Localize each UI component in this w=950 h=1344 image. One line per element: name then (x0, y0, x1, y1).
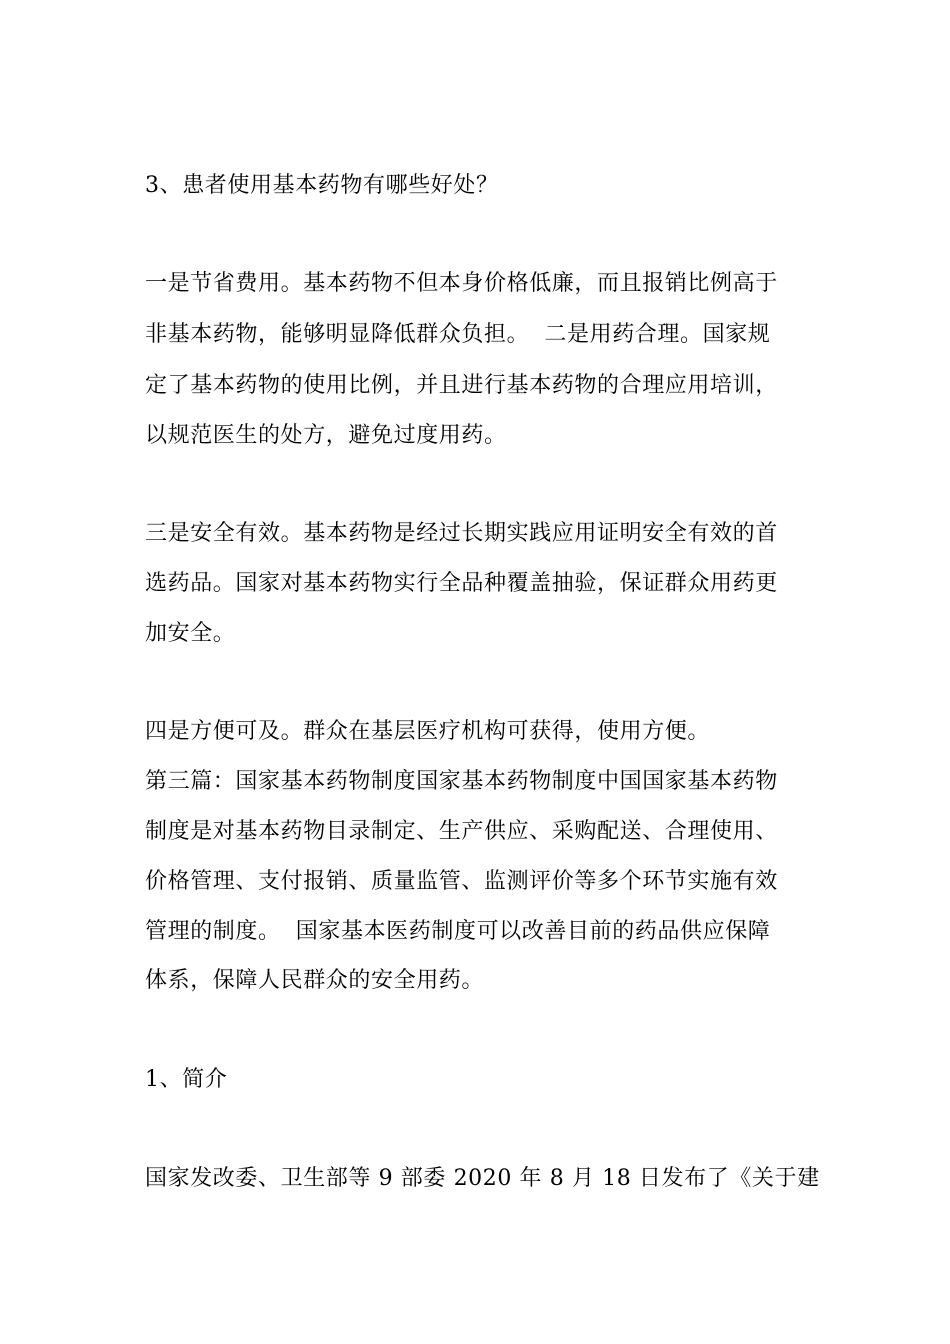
question-heading: 3、患者使用基本药物有哪些好处？ (145, 173, 499, 198)
paragraph-line: 制度是对基本药物目录制定、生产供应、采购配送、合理使用、 (145, 819, 778, 844)
paragraph-line: 选药品。国家对基本药物实行全品种覆盖抽验，保证群众用药更 (145, 571, 778, 596)
paragraph-line: 以规范医生的处方，避免过度用药。 (145, 423, 507, 448)
paragraph-line: 加安全。 (145, 621, 236, 646)
section-heading: 1、简介 (145, 1067, 228, 1092)
paragraph-line: 第三篇：国家基本药物制度国家基本药物制度中国国家基本药物 (145, 769, 778, 794)
paragraph-line: 三是安全有效。基本药物是经过长期实践应用证明安全有效的首 (145, 521, 778, 546)
paragraph-line: 一是节省费用。基本药物不但本身价格低廉，而且报销比例高于 (145, 271, 778, 296)
paragraph-line: 定了基本药物的使用比例，并且进行基本药物的合理应用培训， (145, 373, 778, 398)
paragraph-line: 体系，保障人民群众的安全用药。 (145, 968, 485, 993)
paragraph-line: 管理的制度。 国家基本医药制度可以改善目前的药品供应保障 (145, 919, 771, 944)
paragraph-line: 四是方便可及。群众在基层医疗机构可获得，使用方便。 (145, 719, 711, 744)
paragraph-line: 非基本药物，能够明显降低群众负担。 二是用药合理。国家规 (145, 322, 771, 347)
paragraph-line: 国家发改委、卫生部等 9 部委 2020 年 8 月 18 日发布了《关于建 (145, 1166, 820, 1191)
paragraph-line: 价格管理、支付报销、质量监管、监测评价等多个环节实施有效 (145, 869, 778, 894)
